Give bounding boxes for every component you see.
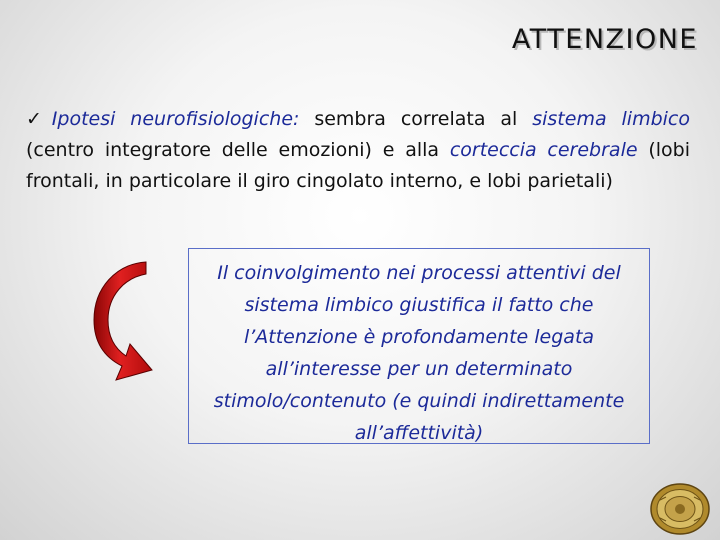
check-bullet-icon: ✓ — [26, 108, 51, 130]
bullet-text-2: (centro integratore delle emozioni) e alla — [26, 139, 450, 161]
callout-box — [188, 248, 650, 444]
callout-text: Il coinvolgimento nei processi attentivi del sistema limbico giustifica il fatto che l’Attenzione è profondamente legata all’interesse per un determinato stimolo/contenuto (e quindi indirettamente all’affettività) — [213, 262, 625, 444]
slide-title: ATTENZIONE — [511, 24, 698, 55]
curved-arrow-icon — [86, 258, 156, 388]
bullet-text-1: sembra correlata al — [299, 108, 533, 130]
bullet-lead: Ipotesi neurofisiologiche: — [51, 108, 300, 130]
bullet-text-3: (lobi frontali, in particolare il giro cingolato interno, e lobi parietali) — [26, 139, 690, 192]
term-sistema-limbico: sistema limbico — [532, 108, 690, 130]
university-seal-icon — [646, 480, 710, 536]
term-corteccia-cerebrale: corteccia cerebrale — [449, 139, 638, 161]
bullet-paragraph — [26, 104, 690, 197]
